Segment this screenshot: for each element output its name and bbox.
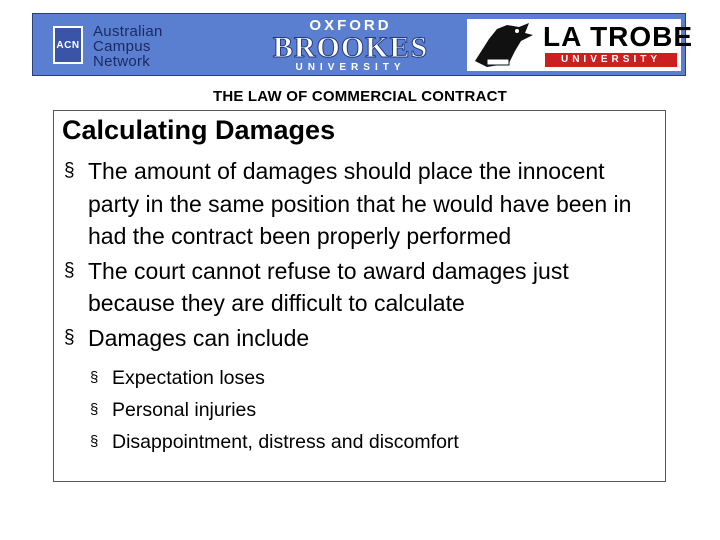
- bullet-item: § Damages can include § Expectation loses § Personal injuries § Disappointment, distress and discomfort: [60, 322, 650, 459]
- bullet-icon: §: [64, 259, 75, 281]
- bullet-icon: §: [64, 160, 75, 181]
- slide-title: Calculating Damages: [62, 115, 336, 145]
- course-title: THE LAW OF COMMERCIAL CONTRACT: [212, 88, 508, 105]
- acn-wordmark: Australian Campus Network: [93, 23, 163, 70]
- sub-bullet-item: § Disappointment, distress and discomfort: [88, 426, 650, 458]
- oxford-brookes-logo: OXFORD BROOKES UNIVERSITY: [272, 17, 429, 73]
- acn-logo: [53, 24, 213, 68]
- sub-bullet-list: [88, 362, 650, 458]
- sub-bullet-item: § Expectation loses: [88, 362, 650, 394]
- sub-bullet-item: § Personal injuries: [88, 394, 650, 426]
- bullet-icon: §: [90, 369, 99, 386]
- bullet-icon: §: [90, 433, 99, 450]
- bullet-item: § The court cannot refuse to award damages just because they are difficult to calculate: [60, 255, 650, 320]
- header-banner: [32, 13, 694, 76]
- slide-content: [53, 110, 666, 482]
- bullet-item: § The amount of damages should place the innocent party in the same position that he would have been in had the contract been properly performed: [60, 155, 650, 253]
- latrobe-logo: LA TROBE UNIVERSITY: [467, 19, 681, 71]
- bullet-icon: §: [90, 401, 99, 418]
- acn-mark: ACN: [53, 26, 83, 64]
- bullet-list: [60, 155, 650, 460]
- bullet-icon: §: [64, 326, 75, 348]
- eagle-emblem-icon: [469, 21, 539, 69]
